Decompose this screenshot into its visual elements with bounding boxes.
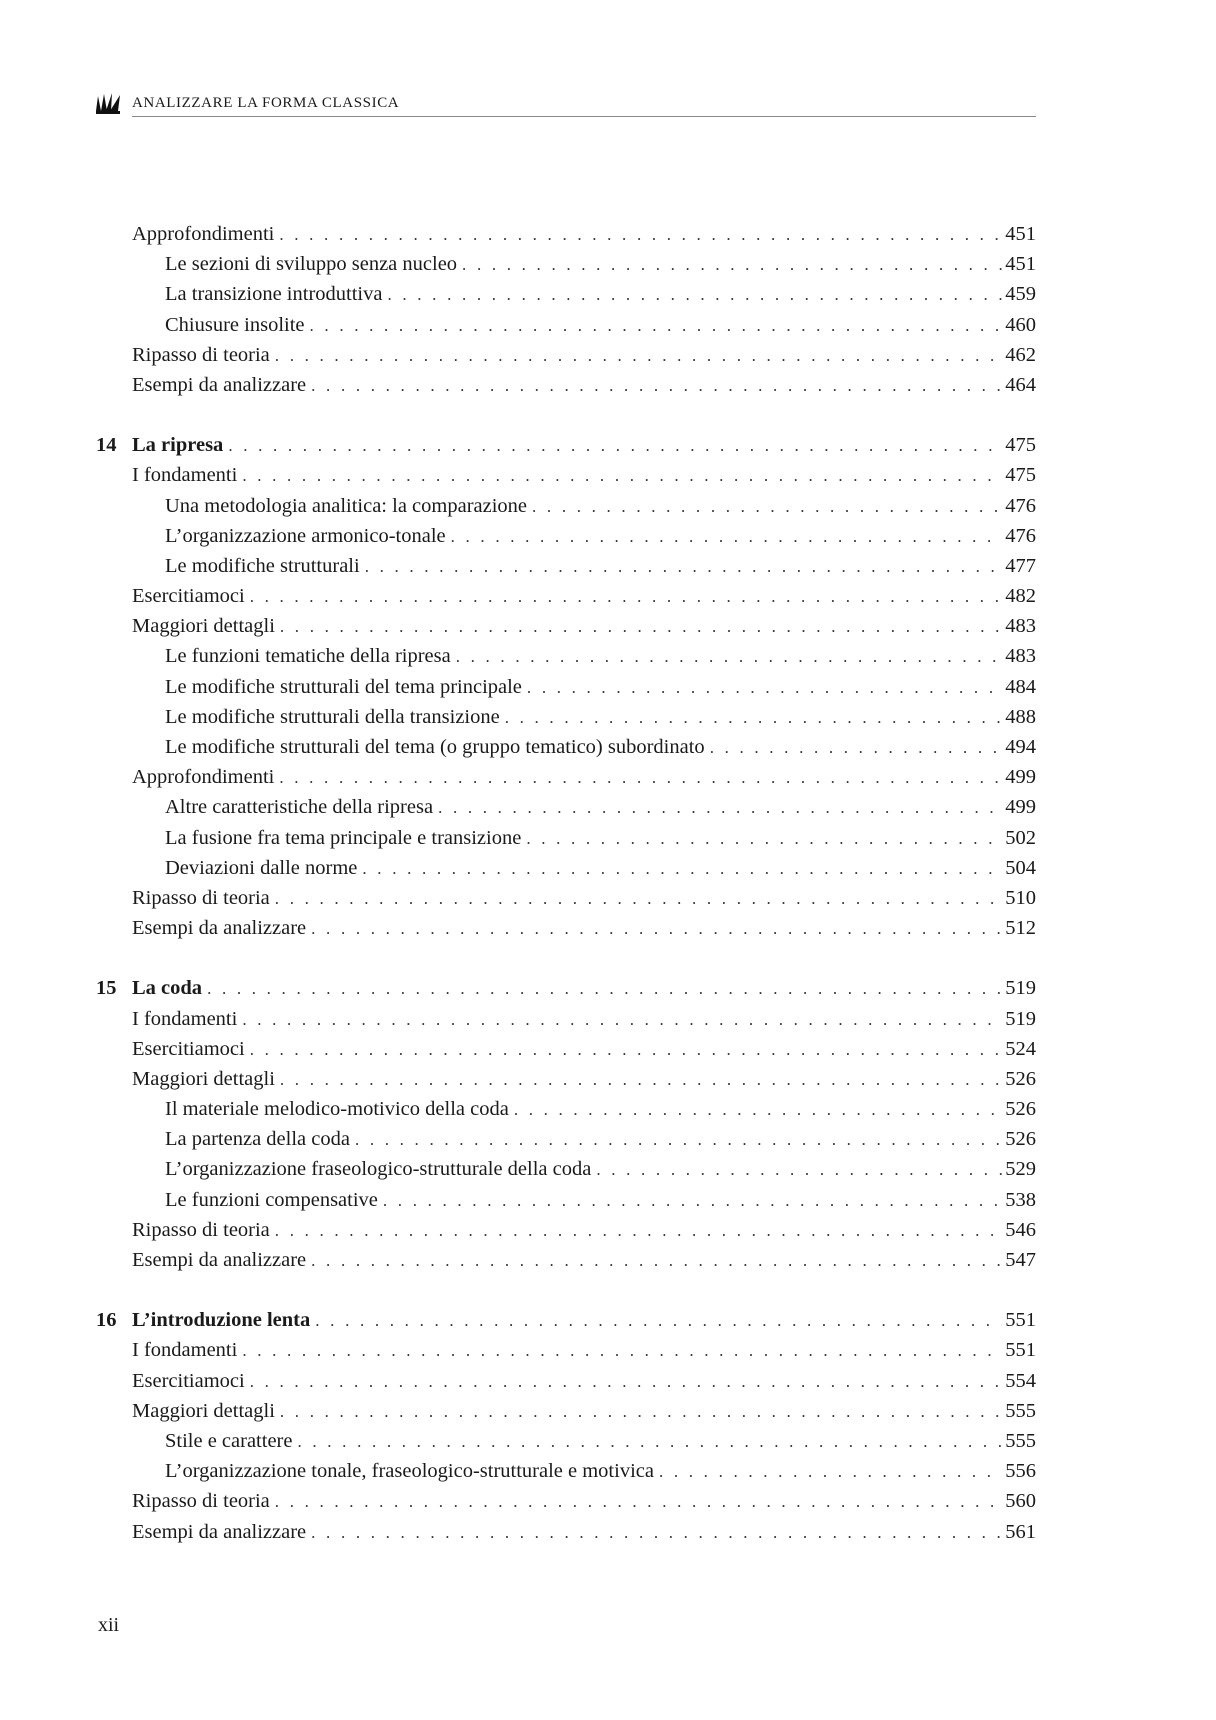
toc-subsection[interactable] (96, 283, 1036, 313)
dot-leader (505, 708, 1003, 728)
entry-label: La partenza della coda (165, 1128, 350, 1151)
dot-leader (275, 346, 1002, 366)
page-ref: 502 (1005, 826, 1036, 849)
page-ref: 494 (1005, 736, 1036, 758)
page-ref: 482 (1005, 585, 1036, 608)
toc-chapter-group (96, 977, 1036, 1279)
header-rule (132, 116, 1036, 117)
entry-label: Altre caratteristiche della ripresa (165, 796, 434, 819)
table-of-contents (96, 223, 1036, 1581)
dot-leader (280, 617, 1002, 637)
toc-section[interactable] (96, 464, 1036, 494)
entry-label: Esercitiamoci (132, 585, 245, 608)
toc-section[interactable] (96, 223, 1036, 253)
toc-section[interactable] (96, 887, 1036, 917)
page-ref: 483 (1005, 615, 1036, 638)
entry-label: Le modifiche strutturali del tema (o gruppo tematico) subordinato (165, 736, 705, 758)
dot-leader (242, 466, 1002, 486)
dot-leader (250, 587, 1003, 607)
entry-label: Le funzioni compensative (165, 1188, 378, 1211)
entry-label: I fondamenti (132, 1007, 238, 1030)
page-ref: 499 (1005, 766, 1036, 789)
publisher-logo-icon (96, 92, 120, 114)
dot-leader (438, 798, 1002, 818)
toc-subsection[interactable] (96, 525, 1036, 555)
page-ref: 551 (1005, 1339, 1036, 1362)
entry-label: Ripasso di teoria (132, 1490, 270, 1513)
entry-label: L’organizzazione fraseologico-strutturale della coda (165, 1158, 592, 1181)
entry-label: Stile e carattere (165, 1429, 293, 1452)
page-ref: 475 (1005, 464, 1036, 487)
page-ref: 459 (1005, 283, 1036, 306)
page-ref: 451 (1005, 223, 1036, 245)
toc-section[interactable] (96, 1038, 1036, 1068)
page-ref: 555 (1005, 1429, 1036, 1452)
entry-label: I fondamenti (132, 1339, 238, 1362)
entry-label: Le sezioni di sviluppo senza nucleo (165, 253, 458, 276)
toc-subsection[interactable] (96, 495, 1036, 525)
page-ref: 488 (1005, 705, 1036, 728)
chapter-number: 16 (96, 1309, 117, 1332)
page-ref: 529 (1005, 1158, 1036, 1181)
page-ref: 484 (1005, 675, 1036, 698)
chapter-number: 14 (96, 434, 117, 457)
page-ref: 519 (1005, 977, 1036, 1000)
page-ref: 477 (1005, 554, 1036, 577)
toc-subsection[interactable] (96, 736, 1036, 766)
chapter-title: La coda (132, 977, 203, 1000)
page-ref: 512 (1005, 917, 1036, 940)
dot-leader (279, 225, 1002, 245)
page-ref: 526 (1005, 1098, 1036, 1121)
dot-leader (526, 829, 1002, 849)
toc-subsection[interactable] (96, 1460, 1036, 1490)
entry-label: I fondamenti (132, 464, 238, 487)
dot-leader (710, 738, 1003, 758)
dot-leader (280, 1070, 1002, 1090)
page-ref: 547 (1005, 1249, 1036, 1271)
dot-leader (311, 376, 1002, 396)
page-ref: 526 (1005, 1067, 1036, 1090)
toc-subsection[interactable] (96, 253, 1036, 283)
toc-section[interactable] (96, 1370, 1036, 1400)
dot-leader (355, 1130, 1002, 1150)
dot-leader (659, 1462, 1002, 1482)
dot-leader (362, 859, 1002, 879)
dot-leader (311, 919, 1002, 939)
toc-section[interactable] (96, 1490, 1036, 1520)
toc-chapter-heading[interactable] (96, 977, 1036, 1007)
entry-label: Esercitiamoci (132, 1369, 245, 1392)
page-ref: 510 (1005, 886, 1036, 909)
toc-subsection[interactable] (96, 1158, 1036, 1188)
toc-section[interactable] (96, 1249, 1036, 1279)
entry-label: L’organizzazione tonale, fraseologico-strutturale e motivica (165, 1460, 654, 1483)
chapter-number: 15 (96, 977, 117, 1000)
page-ref: 554 (1005, 1369, 1036, 1392)
toc-subsection[interactable] (96, 857, 1036, 887)
toc-subsection[interactable] (96, 314, 1036, 344)
toc-subsection[interactable] (96, 1098, 1036, 1128)
dot-leader (383, 1191, 1002, 1211)
dot-leader (311, 1523, 1002, 1543)
entry-label: Esempi da analizzare (132, 373, 307, 396)
dot-leader (250, 1372, 1003, 1392)
toc-section[interactable] (96, 344, 1036, 374)
entry-label: Ripasso di teoria (132, 343, 270, 366)
dot-leader (207, 979, 1002, 999)
toc-subsection[interactable] (96, 1430, 1036, 1460)
dot-leader (456, 647, 1003, 667)
toc-section[interactable] (96, 1521, 1036, 1551)
entry-label: L’organizzazione armonico-tonale (165, 524, 446, 547)
toc-section[interactable] (96, 1068, 1036, 1098)
entry-label: Maggiori dettagli (132, 1399, 275, 1422)
page-ref: 556 (1005, 1460, 1036, 1483)
entry-label: Chiusure insolite (165, 313, 305, 336)
entry-label: Il materiale melodico-motivico della coda (165, 1098, 509, 1121)
entry-label: Ripasso di teoria (132, 886, 270, 909)
entry-label: Esempi da analizzare (132, 917, 307, 940)
toc-chapter-heading[interactable] (96, 1309, 1036, 1339)
page-ref: 524 (1005, 1037, 1036, 1060)
page-ref: 462 (1005, 343, 1036, 366)
page-ref: 483 (1005, 645, 1036, 668)
toc-subsection[interactable] (96, 827, 1036, 857)
dot-leader (279, 768, 1002, 788)
toc-chapter-group (96, 434, 1036, 947)
dot-leader (315, 1311, 1002, 1331)
page-ref: 499 (1005, 796, 1036, 819)
toc-subsection[interactable] (96, 706, 1036, 736)
entry-label: Esercitiamoci (132, 1037, 245, 1060)
toc-section[interactable] (96, 374, 1036, 404)
page-ref: 526 (1005, 1128, 1036, 1151)
page-ref: 551 (1005, 1309, 1036, 1332)
toc-chapter-heading[interactable] (96, 434, 1036, 464)
dot-leader (242, 1010, 1002, 1030)
chapter-title: La ripresa (132, 434, 224, 457)
entry-label: Ripasso di teoria (132, 1218, 270, 1241)
dot-leader (297, 1432, 1002, 1452)
dot-leader (365, 557, 1003, 577)
toc-section[interactable] (96, 1219, 1036, 1249)
chapter-title: L’introduzione lenta (132, 1309, 311, 1332)
entry-label: Le modifiche strutturali (165, 554, 360, 577)
toc-subsection[interactable] (96, 555, 1036, 585)
toc-subsection[interactable] (96, 645, 1036, 675)
toc-section[interactable] (96, 585, 1036, 615)
dot-leader (596, 1160, 1002, 1180)
entry-label: Le funzioni tematiche della ripresa (165, 645, 451, 668)
dot-leader (228, 436, 1002, 456)
dot-leader (387, 285, 1002, 305)
entry-label: La fusione fra tema principale e transizione (165, 826, 522, 849)
page-ref: 475 (1005, 434, 1036, 457)
toc-section[interactable] (96, 1400, 1036, 1430)
entry-label: Le modifiche strutturali della transizione (165, 705, 500, 728)
dot-leader (451, 527, 1003, 547)
toc-subsection[interactable] (96, 1189, 1036, 1219)
toc-section[interactable] (96, 615, 1036, 645)
page-ref: 464 (1005, 373, 1036, 396)
dot-leader (280, 1402, 1002, 1422)
entry-label: Esempi da analizzare (132, 1249, 307, 1271)
running-head-title: ANALIZZARE LA FORMA CLASSICA (132, 95, 400, 111)
toc-chapter-group (96, 223, 1036, 404)
entry-label: Approfondimenti (132, 766, 275, 789)
dot-leader (275, 1492, 1002, 1512)
dot-leader (250, 1040, 1003, 1060)
page-ref: 546 (1005, 1218, 1036, 1241)
toc-chapter-group (96, 1309, 1036, 1551)
dot-leader (311, 1251, 1002, 1271)
dot-leader (527, 678, 1002, 698)
entry-label: Deviazioni dalle norme (165, 856, 358, 879)
entry-label: Maggiori dettagli (132, 1067, 275, 1090)
toc-section[interactable] (96, 1008, 1036, 1038)
entry-label: Esempi da analizzare (132, 1520, 307, 1543)
page-ref: 538 (1005, 1188, 1036, 1211)
dot-leader (514, 1100, 1002, 1120)
toc-subsection[interactable] (96, 1128, 1036, 1158)
running-head (96, 88, 1036, 120)
toc-subsection[interactable] (96, 676, 1036, 706)
page-ref: 460 (1005, 313, 1036, 336)
toc-section[interactable] (96, 917, 1036, 947)
page-number: xii (98, 1614, 120, 1636)
entry-label: Una metodologia analitica: la comparazione (165, 494, 528, 517)
page-ref: 519 (1005, 1007, 1036, 1030)
entry-label: Approfondimenti (132, 223, 275, 245)
entry-label: Maggiori dettagli (132, 615, 275, 638)
page-ref: 560 (1005, 1490, 1036, 1513)
dot-leader (462, 255, 1002, 275)
dot-leader (275, 889, 1002, 909)
page-ref: 561 (1005, 1520, 1036, 1543)
page-ref: 476 (1005, 494, 1036, 517)
page-ref: 555 (1005, 1399, 1036, 1422)
dot-leader (310, 316, 1003, 336)
dot-leader (242, 1341, 1002, 1361)
toc-section[interactable] (96, 1339, 1036, 1369)
entry-label: La transizione introduttiva (165, 283, 383, 306)
dot-leader (532, 497, 1002, 517)
page-ref: 504 (1005, 856, 1036, 879)
dot-leader (275, 1221, 1002, 1241)
entry-label: Le modifiche strutturali del tema principale (165, 675, 522, 698)
page-ref: 451 (1005, 253, 1036, 276)
toc-section[interactable] (96, 766, 1036, 796)
page-ref: 476 (1005, 524, 1036, 547)
toc-subsection[interactable] (96, 796, 1036, 826)
